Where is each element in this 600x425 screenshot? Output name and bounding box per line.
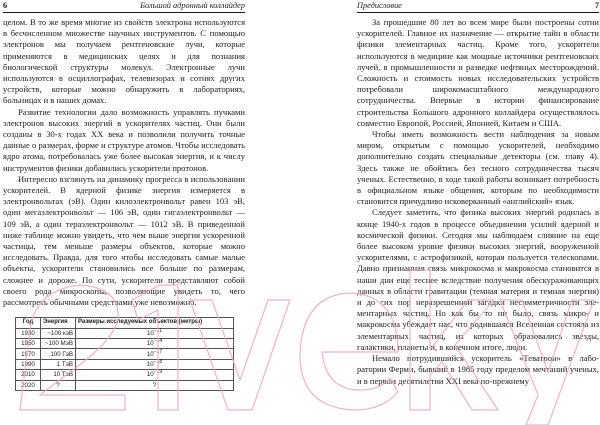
running-title: Большой адронный коллайдер (140, 1, 245, 10)
running-title: Предисловие (357, 1, 402, 10)
size-base: 10 (146, 361, 154, 369)
size-base: ? (152, 381, 157, 389)
accelerator-progress-table (15, 317, 234, 391)
size-exponent: −19 (153, 369, 163, 376)
size-base: 10 (146, 371, 154, 379)
table-header-row (16, 318, 234, 328)
size-exponent: −18 (153, 358, 163, 365)
size-exponent: −11 (153, 327, 162, 334)
column-header-energy: Энергия (41, 318, 76, 328)
cell-energy: ~100 МэВ (41, 339, 76, 349)
size-exponent: −14 (153, 338, 163, 345)
cell-year: 1970 (16, 349, 41, 359)
cell-year: 1950 (16, 339, 41, 349)
cell-year: 2010 (16, 370, 41, 380)
paragraph: целом. В то же время многие из свойств электрона используются в бесчисленном множестве научных инструментов. С помощью электронов мы получаем рентгеновские лучи, которые применяются в медицинских целях и для познания биологической структуры молекул. Электронные лучи используются в осциллографах, телевизорах и сотнях других устройств, которые можно обнаружить в лабораториях, больницах и в наших домах. (3, 17, 245, 106)
cell-energy: ? (41, 380, 76, 390)
column-header-year: Год (16, 318, 41, 328)
cell-size (76, 349, 234, 359)
table-row (16, 349, 234, 359)
size-exponent: −17 (153, 348, 163, 355)
cell-year: 1990 (16, 359, 41, 369)
paragraph: Интересно взглянуть на динамику прогресса в использовании ускорителей. В ядерной физике энергия измеряется в электронвольтах (эВ). Один килоэлектронвольт равен 103 эВ, один мегаэлектронвольт — 106 эВ, один гигаэлектронвольт — 109 эВ, а один тераэлектронвольт — 1012 эВ. В приведенной ниже таблице можно увидеть, что чем выше энергия ускоренной частицы, тем меньше размеры объектов, которые можно исследовать. Правда, для того чтобы исследовать самые малые объекты, ускорители становились все больше по размерам, сложнее и дороже. По сути, ускорители представляют собой своего рода микроскопы, позволяющие увидеть то, чего рассмотреть обычными средствами уже невозможно. (3, 173, 245, 308)
paragraph: Следует заметить, что физика высоких энергий родилась в конце 1940-х годов в процессе объединения усилий ядерной и космической физики. Сегодня мы наблюдаем слияние на еще более высоком уровне физики высоких энергий, вооруженной ускорителями, с астрофизикой, которая пользуется телескопами. Давно признанная связь микрокосма и макрокосма становится в наши дни еще теснее вследствие получения обескураживающих данных в области гравитации (темная материя и темная энергия) и до сих пор неразрешенной загадки несимметричности элементарных частиц. Но как бы то ни было, связь микро- и макрокосма убеждает нас, что родившаяся Вселенная состояла из элементарных частиц, из которых образовались звезды, галактики, планеты и, в конечном итоге, люди. (357, 207, 599, 352)
right-page (357, 0, 599, 425)
paragraph: За прошедшие 80 лет во всем мире были построены сотни ускорителей. Главное их назначение — открытие тайн в области физики элементарных частиц. Кроме того, ускорители используются в медицине как мощные источники рентгеновских лучей, в промышленности и разведке нефтяных месторождений. Сложность и стоимость новых исследовательских устройств потребовали широкомасштабного международного сотрудничества. Впервые в истории финансирование строительства Большого адронного коллайдера осуществлялось совместно Европой, Россией, Японией, Китаем и США. (357, 17, 599, 128)
size-base: 10 (146, 329, 154, 337)
cell-energy: 10 ТэВ (41, 370, 76, 380)
size-base: 10 (146, 350, 154, 358)
table-row (16, 328, 234, 338)
paragraph: Чтобы иметь возможность вести наблюдения за новым миром, открытым с помощью ускорителей, необходимо дополнительно создать специальные детекторы (см. главу 4). Здесь также не обойтись без тесного сотрудничества тысяч ученых. Естественно, в ходе такой работы возникает потребность в официальном языке общения, которым по необходимости становится причудливо исковерканный «английский» язык. (357, 129, 599, 207)
left-page (3, 0, 245, 425)
column-header-object-size: Размеры исследуемых объектов (метры) (76, 318, 234, 328)
left-page-body (3, 17, 245, 308)
right-page-body (357, 17, 599, 387)
table-row (16, 339, 234, 349)
cell-size (76, 380, 234, 390)
cell-size (76, 370, 234, 380)
table-row (16, 370, 234, 380)
cell-energy: 1 ТэВ (41, 359, 76, 369)
cell-size (76, 359, 234, 369)
size-base: 10 (146, 340, 154, 348)
page-number: 6 (3, 1, 8, 10)
cell-year: 1930 (16, 328, 41, 338)
paragraph: Развитие технологии дало возможность управлять пучками электронов высоких энергий в ускорителях частиц. Они были созданы в 30-х годах XX века и позволили получить точные данные о размерах, форме и структуре атомов. Чтобы исследовать ядро атома, потребовалась уже более высокая энергия, и к числу инструментов физики добавились ускорители протонов. (3, 106, 245, 173)
table-row (16, 380, 234, 390)
cell-size (76, 339, 234, 349)
cell-energy: 100 ГэВ (41, 349, 76, 359)
page-number: 7 (594, 1, 599, 10)
cell-size (76, 328, 234, 338)
paragraph: Немало потрудившийся ускоритель «Теватрон» в лаборатории Ферми, бывший в 1985 году пределом мечтаний ученых, и в первом десятилетии XXI века по-прежнему (357, 353, 599, 386)
table-row (16, 359, 234, 369)
cell-year: 2020 (16, 380, 41, 390)
cell-energy: ~100 кэВ (41, 328, 76, 338)
running-header-left (3, 0, 245, 13)
running-header-right (357, 0, 599, 13)
